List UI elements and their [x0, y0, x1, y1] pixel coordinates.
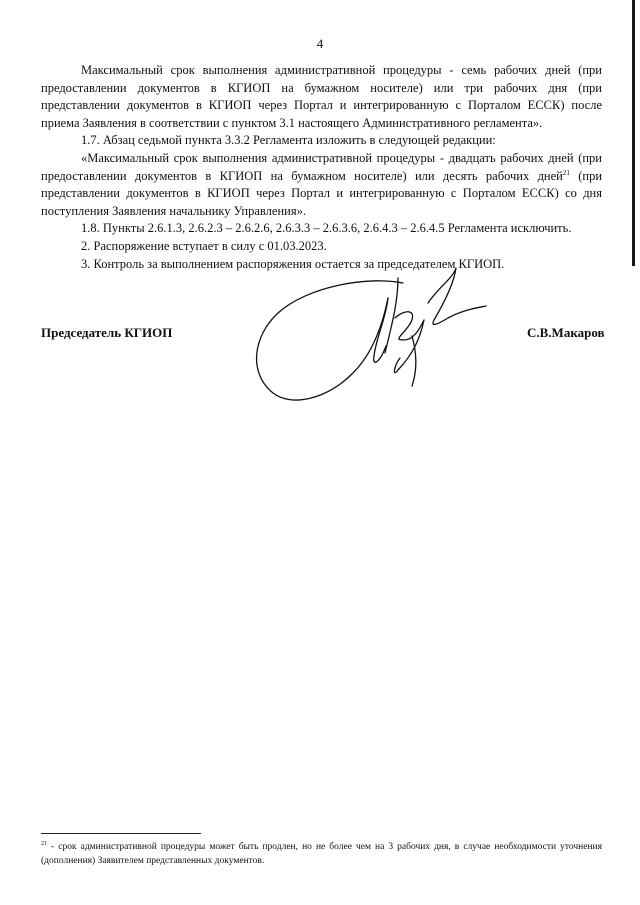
- paragraph-line: «Максимальный срок выполнения административной процедуры - двадцать рабочих дней (при: [81, 150, 602, 165]
- page-number: 4: [316, 36, 324, 51]
- signatory-title: Председатель КГИОП: [41, 325, 173, 340]
- paragraph-fragment: предоставлении документов в КГИОП на бумажном носителе) или десять рабочих дней: [41, 168, 563, 183]
- paragraph-line: [41, 168, 602, 186]
- paragraph-item-3: 3. Контроль за выполнением распоряжения остается за председателем КГИОП.: [81, 256, 505, 271]
- footnote-reference: 21: [562, 168, 570, 177]
- footnote-marker: 21: [41, 840, 47, 847]
- document-body: [41, 62, 602, 273]
- handwritten-signature: [248, 258, 488, 418]
- footnote: [41, 840, 602, 868]
- paragraph-line: представлении документов в КГИОП через Портал и интегрированную с Порталом ЕССК) после: [41, 98, 602, 113]
- signatory-name: С.В.Макаров: [527, 325, 605, 340]
- paragraph-fragment: (при: [569, 168, 603, 183]
- footnote-divider: [41, 833, 201, 834]
- paragraph-item-2: 2. Распоряжение вступает в силу с 01.03.2023.: [81, 238, 327, 253]
- paragraph-line: Максимальный срок выполнения административной процедуры - семь рабочих дней (при: [81, 63, 602, 77]
- paragraph-line: предоставлении документов в КГИОП на бумажном носителе) или три рабочих дня (при: [41, 80, 602, 95]
- footnote-text: - срок административной процедуры может быть продлен, но не более чем на 3 рабочих дня, в случае необходимости уточнения (дополнения) Заявителем представленных документов.: [41, 842, 602, 866]
- paragraph-line: приема Заявления в соответствии с пунктом 3.1 настоящего Административного регламента».: [41, 115, 543, 130]
- paragraph-line: представлении документов в КГИОП через Портал и интегрированную с Порталом ЕССК) со дня: [41, 186, 602, 201]
- paragraph-item-1-8: 1.8. Пункты 2.6.1.3, 2.6.2.3 – 2.6.2.6, 2.6.3.3 – 2.6.3.6, 2.6.4.3 – 2.6.4.5 Регламента исключить.: [81, 221, 572, 236]
- paragraph-line: поступления Заявления начальнику Управления».: [41, 203, 306, 218]
- paragraph-item-1-7: 1.7. Абзац седьмой пункта 3.3.2 Регламента изложить в следующей редакции:: [81, 133, 496, 148]
